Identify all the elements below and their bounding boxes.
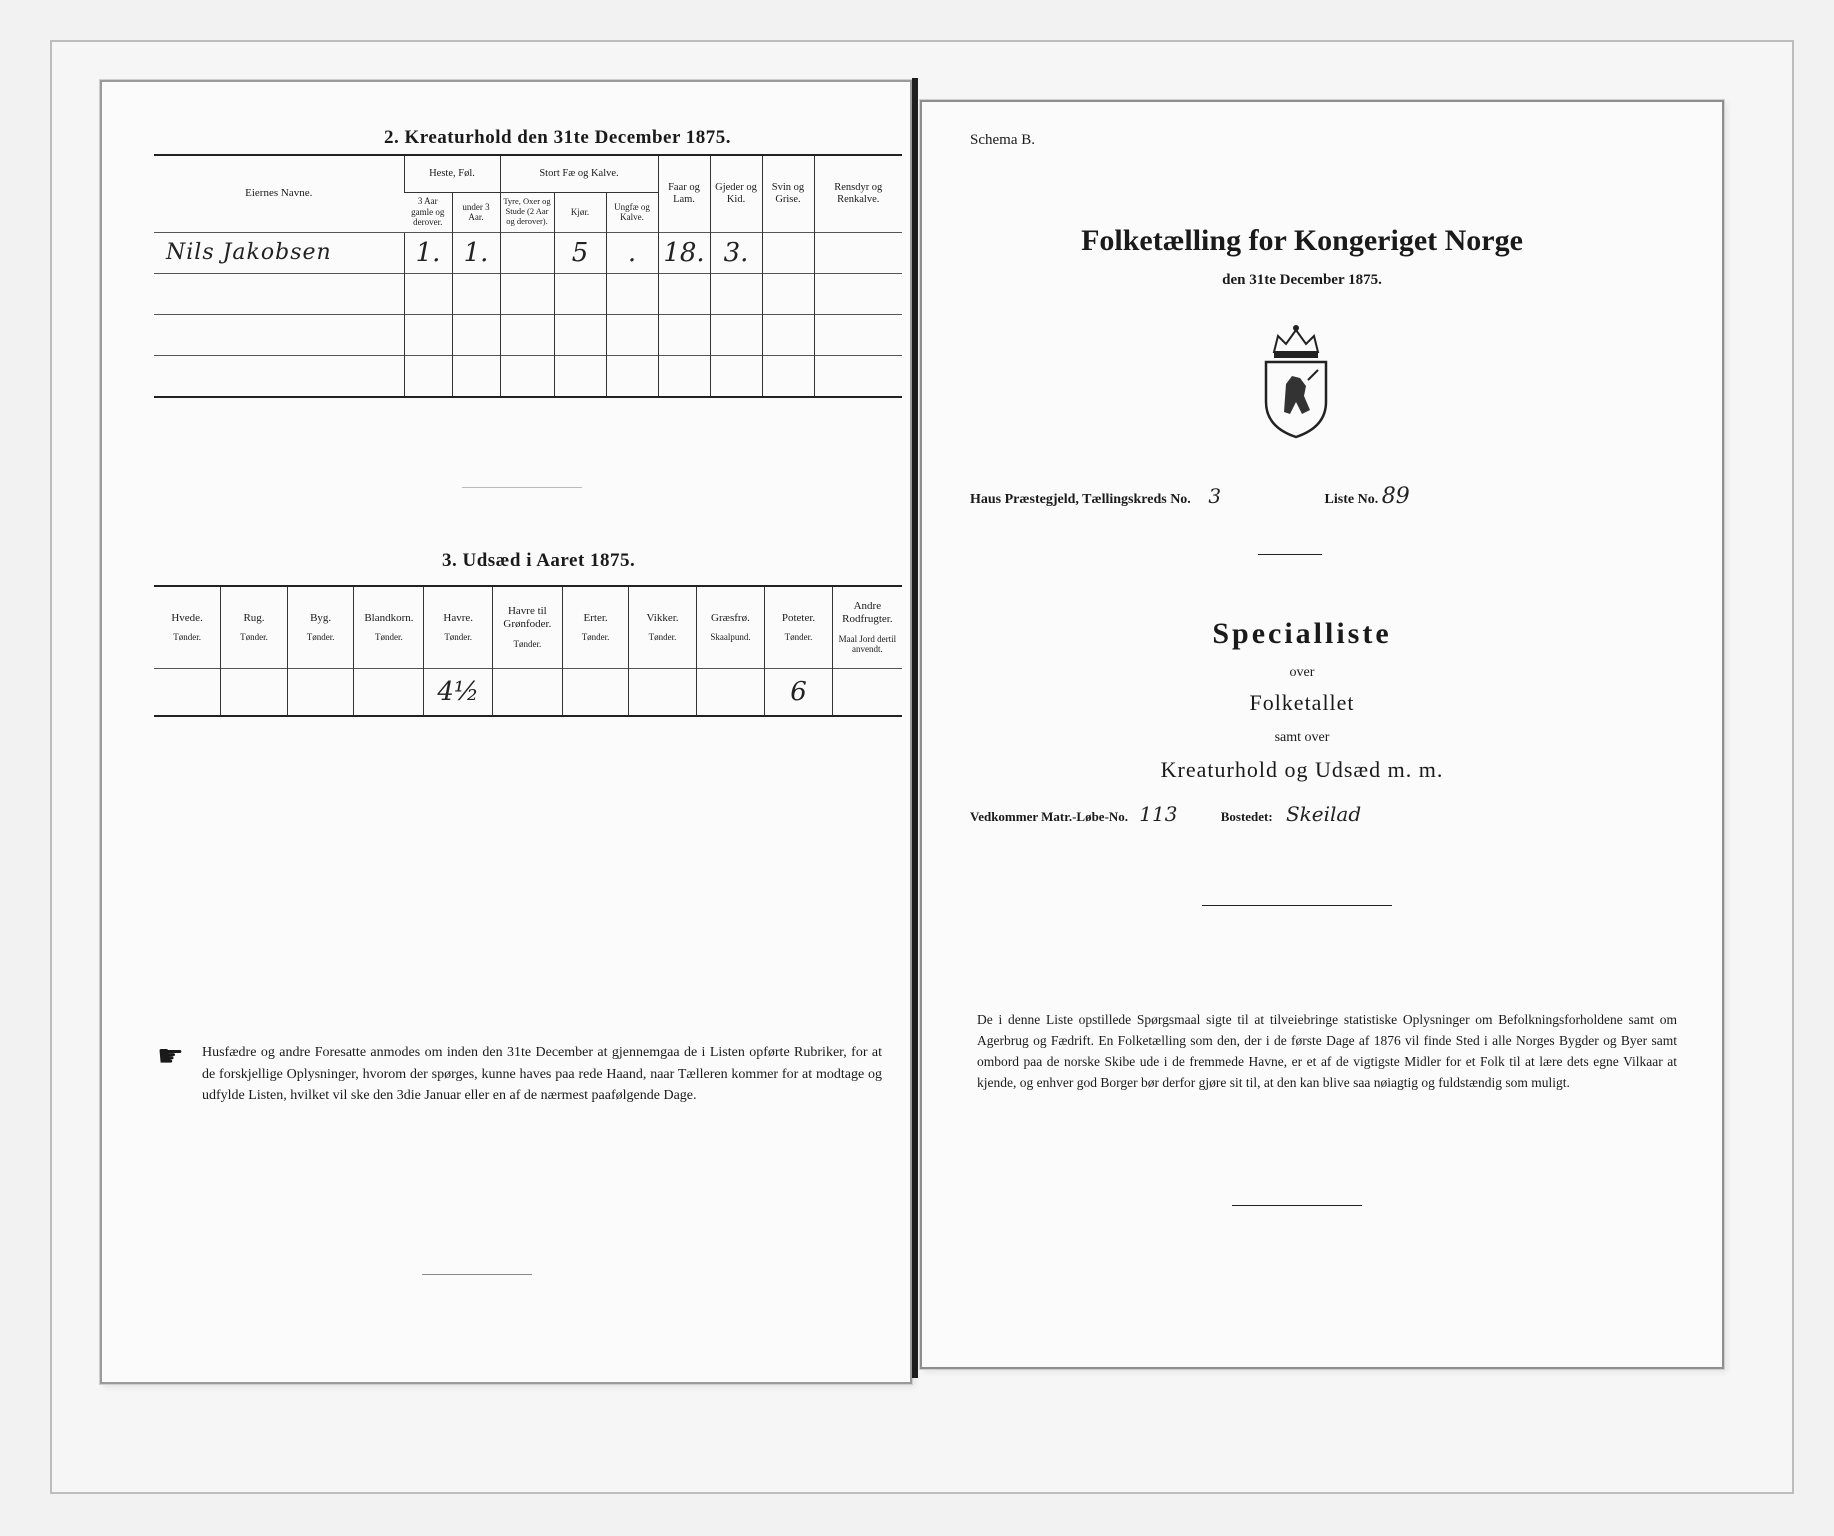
- bosted-value: Skeilad: [1285, 802, 1362, 826]
- seed-header-label: Hvede.: [171, 611, 203, 624]
- parish-label: Haus Præstegjeld,: [970, 492, 1079, 507]
- coat-of-arms-icon: [1256, 322, 1336, 442]
- seed-header-4: [424, 586, 493, 668]
- seed-header-label: Græsfrø.: [711, 611, 750, 624]
- livestock-table: [154, 156, 902, 398]
- seed-header-10: [832, 586, 902, 668]
- seed-header-label: Rug.: [243, 611, 265, 624]
- seed-value-4: 4½: [424, 668, 493, 716]
- table-row: [154, 232, 902, 273]
- seed-header-unit: Tønder.: [173, 632, 201, 643]
- header-stort-c: Ungfæ og Kalve.: [606, 192, 658, 232]
- header-heste: Heste, Føl.: [404, 156, 500, 192]
- cell-heste-a: 1.: [404, 232, 452, 273]
- table-row: [154, 273, 902, 314]
- samt-over: samt over: [1274, 730, 1330, 745]
- seed-header-label: Poteter.: [781, 611, 816, 624]
- seed-header-5: [492, 586, 562, 668]
- seed-header-unit: Tønder.: [240, 632, 268, 643]
- header-stort-b: Kjør.: [554, 192, 606, 232]
- header-heste-a: 3 Aar gamle og derover.: [411, 196, 445, 228]
- seed-header-2: [287, 586, 354, 668]
- district-value: 3: [1208, 484, 1222, 508]
- binding-spine: [912, 78, 918, 1378]
- over-text: over: [1289, 665, 1315, 680]
- list-label: Liste No.: [1324, 492, 1379, 507]
- cell-faar: 18.: [658, 232, 710, 273]
- seed-value-8: [696, 668, 765, 716]
- matr-line: [970, 802, 1690, 826]
- seed-header-unit: Tønder.: [306, 632, 335, 643]
- matr-value: 113: [1139, 802, 1178, 826]
- seed-value-5: [492, 668, 562, 716]
- cell-stort-b: 5: [554, 232, 606, 273]
- section2-title: 2. Kreaturhold den 31te December 1875.: [384, 127, 732, 148]
- seed-header-unit: Tønder.: [648, 632, 677, 643]
- cell-heste-b: 1.: [452, 232, 500, 273]
- divider: [1202, 905, 1392, 906]
- table-row: [154, 314, 902, 355]
- cell-svin: [762, 232, 814, 273]
- left-page: [100, 80, 912, 1384]
- seed-header-label: Erter.: [583, 611, 608, 624]
- list-value: 89: [1381, 484, 1410, 509]
- seed-value-3: [354, 668, 424, 716]
- owner-name: Nils Jakobsen: [154, 232, 404, 273]
- table-row: [154, 355, 902, 397]
- seed-header-unit: Skaalpund.: [710, 632, 751, 643]
- folketallet: Folketallet: [1249, 690, 1355, 715]
- seed-header-label: Byg.: [310, 611, 332, 624]
- seed-table: [154, 585, 902, 717]
- seed-value-0: [154, 668, 221, 716]
- seed-header-1: [221, 586, 288, 668]
- seed-value-6: [562, 668, 629, 716]
- header-faar: Faar og Lam.: [658, 156, 710, 232]
- notice-text: Husfædre og andre Foresatte anmodes om inden den 31te December at gjennemgaa de i Listen opførte Rubriker, for at de forskjellige Oplysninger, hvorom der spørges, kunne haves paa rede Haand, naar Tælleren kommer for at modtage og udfylde Listen, hvilket vil ske den 3die Januar eller en af de nærmest paafølgende Dage.: [202, 1045, 882, 1104]
- special-title: Specialliste: [1212, 617, 1392, 650]
- district-label: Tællingskreds No.: [1082, 492, 1191, 507]
- footer-text: De i denne Liste opstillede Spørgsmaal sigte til at tilveiebringe statistiske Oplysninger om Befolkningsforholdene samt om Agerbrug og Fædrift. En Folketælling som den, der i de første Dage af 1876 vil finde Sted i alle Norges Bygder og Byer samt ombord paa de norske Skibe ude i de fremmede Havne, er et af de vigtigste Midler for et Folk til at lære dets egne Vilkaar at kjende, og enhver god Borger bør derfor gjøre sit til, at den kan blive saa nøiagtig og fuldstændig som muligt.: [977, 1012, 1677, 1090]
- cell-stort-c: .: [606, 232, 658, 273]
- schema-label: Schema B.: [970, 132, 1035, 148]
- seed-header-label: Andre Rodfrugter.: [842, 600, 893, 625]
- page-title: Folketælling for Kongeriget Norge: [1081, 224, 1523, 257]
- seed-header-3: [354, 586, 424, 668]
- seed-header-unit: Tønder.: [444, 632, 473, 643]
- header-rensdyr: Rensdyr og Renkalve.: [814, 156, 902, 232]
- seed-header-label: Havre.: [443, 611, 473, 624]
- pointing-hand-icon: ☛: [157, 1039, 184, 1074]
- cell-stort-a: [500, 232, 554, 273]
- header-owner: Eiernes Navne.: [245, 187, 313, 200]
- header-gjeder: Gjeder og Kid.: [710, 156, 762, 232]
- header-heste-b: under 3 Aar.: [452, 192, 500, 232]
- right-page: [920, 100, 1724, 1369]
- seed-value-9: 6: [765, 668, 832, 716]
- seed-header-0: [154, 586, 221, 668]
- seed-value-7: [629, 668, 696, 716]
- section3-title: 3. Udsæd i Aaret 1875.: [442, 550, 636, 571]
- seed-value-10: [832, 668, 902, 716]
- divider: [1232, 1205, 1362, 1206]
- seed-header-label: Vikker.: [646, 611, 679, 624]
- seed-header-unit: Tønder.: [581, 632, 610, 643]
- table-row: [154, 668, 902, 716]
- census-date: den 31te December 1875.: [1222, 272, 1382, 288]
- cell-gjeder: 3.: [710, 232, 762, 273]
- cell-rensdyr: [814, 232, 902, 273]
- divider: [1258, 554, 1322, 555]
- seed-header-9: [765, 586, 832, 668]
- divider: [462, 487, 582, 488]
- seed-header-unit: Tønder.: [513, 638, 542, 649]
- divider: [422, 1274, 532, 1275]
- parish-line: [970, 484, 1670, 509]
- header-svin: Svin og Grise.: [762, 156, 814, 232]
- kreatur-title: Kreaturhold og Udsæd m. m.: [1160, 757, 1444, 782]
- seed-value-2: [287, 668, 354, 716]
- seed-header-unit: Tønder.: [375, 632, 403, 643]
- seed-header-label: Blandkorn.: [364, 611, 414, 624]
- header-stort-a: Tyre, Oxer og Stude (2 Aar og derover).: [500, 192, 554, 232]
- seed-header-7: [629, 586, 696, 668]
- seed-value-1: [221, 668, 288, 716]
- seed-header-unit: Maal Jord dertil anvendt.: [838, 633, 897, 654]
- header-stort: Stort Fæ og Kalve.: [500, 156, 658, 192]
- bosted-label: Bostedet:: [1220, 809, 1273, 824]
- seed-header-unit: Tønder.: [784, 632, 813, 643]
- seed-header-8: [696, 586, 765, 668]
- seed-header-6: [562, 586, 629, 668]
- seed-header-label: Havre til Grønfoder.: [503, 605, 552, 631]
- matr-label: Vedkommer Matr.-Løbe-No.: [970, 809, 1129, 824]
